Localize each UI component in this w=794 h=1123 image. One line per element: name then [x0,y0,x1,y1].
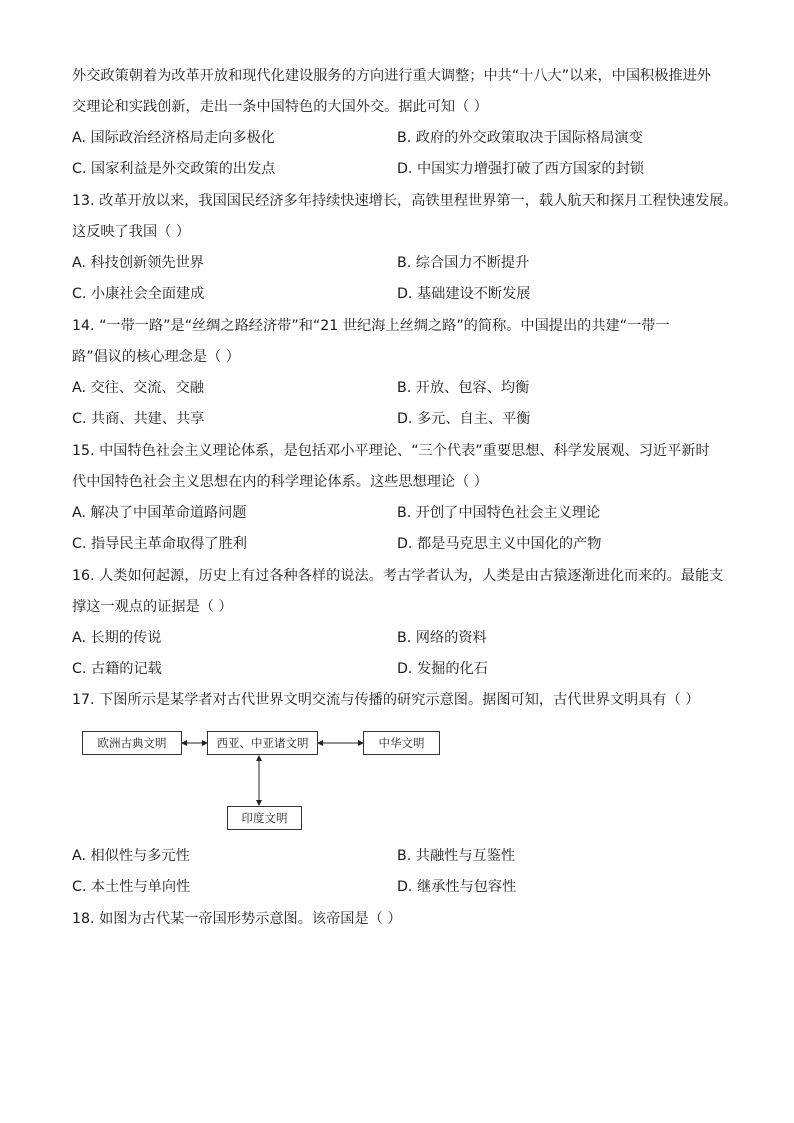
q15-option-a[interactable]: A. 解决了中国革命道路问题 [72,505,247,521]
q17-option-a[interactable]: A. 相似性与多元性 [72,848,190,864]
q13-stem-line1: 13. 改革开放以来，我国国民经济多年持续快速增长，高铁里程世界第一，载人航天和探月工程快速发展。 [72,193,738,209]
q15-stem-line2: 代中国特色社会主义思想在内的科学理论体系。这些思想理论（ ） [72,474,488,490]
q15-stem-line1: 15. 中国特色社会主义理论体系，是包括邓小平理论、“三个代表”重要思想、科学发展观、习近平新时 [72,443,710,459]
q12-option-a[interactable]: A. 国际政治经济格局走向多极化 [72,130,275,146]
q16-option-b[interactable]: B. 网络的资料 [397,630,487,646]
q15-option-c[interactable]: C. 指导民主革命取得了胜利 [72,536,247,552]
q14-option-c[interactable]: C. 共商、共建、共享 [72,411,205,427]
q13-option-b[interactable]: B. 综合国力不断提升 [397,255,530,271]
q17-option-c[interactable]: C. 本土性与单向性 [72,879,191,895]
q16-option-a[interactable]: A. 长期的传说 [72,630,162,646]
q16-option-d[interactable]: D. 发掘的化石 [397,661,488,677]
q16-stem-line2: 撑这一观点的证据是（ ） [72,599,233,615]
q17-stem-line1: 17. 下图所示是某学者对古代世界文明交流与传播的研究示意图。据图可知，古代世界文明具有（ ） [72,692,700,708]
q13-option-d[interactable]: D. 基础建设不断发展 [397,286,531,302]
q14-stem-line1: 14. “一带一路”是“丝绸之路经济带”和“21 世纪海上丝绸之路”的简称。中国提出的共建“一带一 [72,318,670,334]
q14-stem-line2: 路”倡议的核心理念是（ ） [72,349,240,365]
q16-stem-line1: 16. 人类如何起源，历史上有过各种各样的说法。考古学者认为，人类是由古猿逐渐进化而来的。最能支 [72,568,724,584]
china-civilization-box: 中华文明 [363,731,440,755]
q14-option-b[interactable]: B. 开放、包容、均衡 [397,380,530,396]
q16-option-c[interactable]: C. 古籍的记载 [72,661,162,677]
q14-option-a[interactable]: A. 交往、交流、交融 [72,380,204,396]
q12-option-b[interactable]: B. 政府的外交政策取决于国际格局演变 [397,130,643,146]
europe-civilization-box: 欧洲古典文明 [82,731,182,755]
q18-stem-line1: 18. 如图为古代某一帝国形势示意图。该帝国是（ ） [72,911,402,927]
q13-option-a[interactable]: A. 科技创新领先世界 [72,255,204,271]
q15-option-b[interactable]: B. 开创了中国特色社会主义理论 [397,505,601,521]
q12-stem-line2: 交理论和实践创新，走出一条中国特色的大国外交。据此可知（ ） [72,99,488,115]
q13-option-c[interactable]: C. 小康社会全面建成 [72,286,205,302]
india-civilization-box: 印度文明 [227,806,302,830]
q17-option-b[interactable]: B. 共融性与互鉴性 [397,848,516,864]
q12-option-d[interactable]: D. 中国实力增强打破了西方国家的封锁 [397,161,644,177]
q12-stem-line1: 外交政策朝着为改革开放和现代化建设服务的方向进行重大调整；中共“十八大”以来，中国积极推进外 [72,68,711,84]
westasia-civilization-box: 西亚、中亚诸文明 [207,731,318,755]
q15-option-d[interactable]: D. 都是马克思主义中国化的产物 [397,536,602,552]
q13-stem-line2: 这反映了我国（ ） [72,224,191,240]
q14-option-d[interactable]: D. 多元、自主、平衡 [397,411,531,427]
q12-option-c[interactable]: C. 国家利益是外交政策的出发点 [72,161,276,177]
q17-option-d[interactable]: D. 继承性与包容性 [397,879,517,895]
